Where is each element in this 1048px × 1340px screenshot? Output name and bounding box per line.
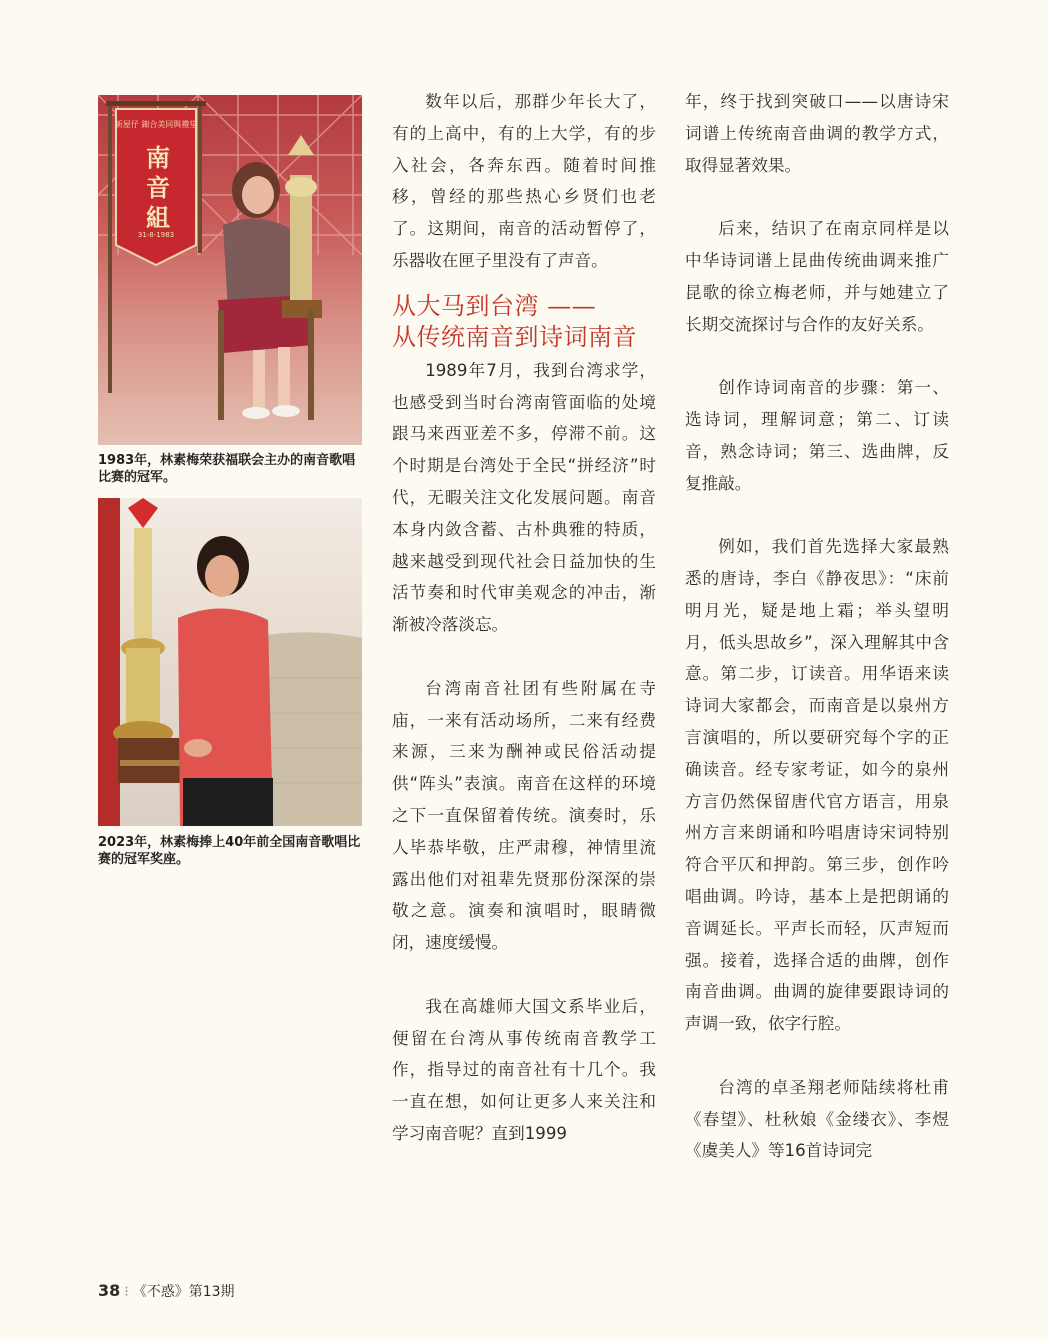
paragraph: 1989年7月，我到台湾求学，也感受到当时台湾南管面临的处境跟马来西亚差不多，停滞不前。这个时期是台湾处于全民“拼经济”时代，无暇关注文化发展问题。南音本身内敛含蓄、古朴典雅的特质，越来越受到现代社会日益加快的生活节奏和时代审美观念的冲击，渐渐被冷落淡忘。 [392, 360, 656, 635]
banner-small-text: 新屋仔 錦合美同與禮堂 [114, 120, 198, 129]
photo-2023-trophy [98, 498, 362, 826]
photo-2023-caption: 2023年，林素梅捧上40年前全国南音歌唱比赛的冠军奖座。 [98, 835, 361, 867]
article-column-2 [685, 86, 949, 1167]
section-heading-line-2: 从传统南音到诗词南音 [392, 322, 637, 351]
magazine-issue: 《不惑》第13期 [132, 1284, 235, 1300]
photo-1983-trophy [98, 95, 362, 445]
paragraph: 年，终于找到突破口——以唐诗宋词谱上传统南音曲调的教学方式，取得显著效果。 [685, 92, 949, 175]
paragraph: 创作诗词南音的步骤：第一、选诗词，理解词意；第二、订读音，熟念诗词；第三、选曲牌，反复推敲。 [685, 378, 949, 493]
footer-separator: ⁝ [124, 1284, 129, 1300]
photo-2023-illustration [98, 498, 362, 826]
article-column-1 [392, 86, 656, 1150]
paragraph: 例如，我们首先选择大家最熟悉的唐诗，李白《静夜思》：“床前明月光，疑是地上霜；举头望明月，低头思故乡”，深入理解其中含意。第二步，订读音。用华语来读诗词大家都会，而南音是以泉州方言演唱的，所以要研究每个字的正确读音。经专家考证，如今的泉州方言仍然保留唐代官方语言，用泉州方言来朗诵和吟唱唐诗宋词特别符合平仄和押韵。第三步，创作吟唱曲调。吟诗，基本上是把朗诵的音调延长。平声长而轻，仄声短而强。接着，选择合适的曲牌，创作南音曲调。曲调的旋律要跟诗词的声调一致，依字行腔。 [685, 537, 949, 1034]
section-heading-line-1: 从大马到台湾 —— [392, 291, 597, 320]
banner-main-text: 南音組 [146, 143, 170, 232]
paragraph: 后来，结识了在南京同样是以中华诗词谱上昆曲传统曲调来推广昆歌的徐立梅老师，并与她建立了长期交流探讨与合作的友好关系。 [685, 219, 949, 334]
paragraph: 台湾的卓圣翔老师陆续将杜甫《春望》、杜秋娘《金缕衣》、李煜《虞美人》等16首诗词完 [685, 1077, 949, 1161]
photo-1983-caption: 1983年，林素梅荣获福联会主办的南音歌唱比赛的冠军。 [98, 453, 356, 485]
banner-date-text: 31-8-1983 [137, 231, 175, 239]
paragraph: 台湾南音社团有些附属在寺庙，一来有活动场所，二来有经费来源，三来为酬神或民俗活动提供“阵头”表演。南音在这样的环境之下一直保留着传统。演奏时，乐人毕恭毕敬，庄严肃穆，神情里流露出他们对祖辈先贤那份深深的崇敬之意。演奏和演唱时，眼睛微闭，速度缓慢。 [392, 678, 656, 953]
page-footer [98, 1281, 235, 1301]
page-number: 38 [98, 1281, 121, 1300]
section-heading [392, 291, 656, 353]
paragraph: 我在高雄师大国文系毕业后，便留在台湾从事传统南音教学工作，指导过的南音社有十几个。我一直在想，如何让更多人来关注和学习南音呢？直到1999 [392, 996, 656, 1143]
paragraph: 数年以后，那群少年长大了，有的上高中，有的上大学，有的步入社会，各奔东西。随着时间推移，曾经的那些热心乡贤们也老了。这期间，南音的活动暂停了，乐器收在匣子里没有了声音。 [392, 92, 656, 270]
